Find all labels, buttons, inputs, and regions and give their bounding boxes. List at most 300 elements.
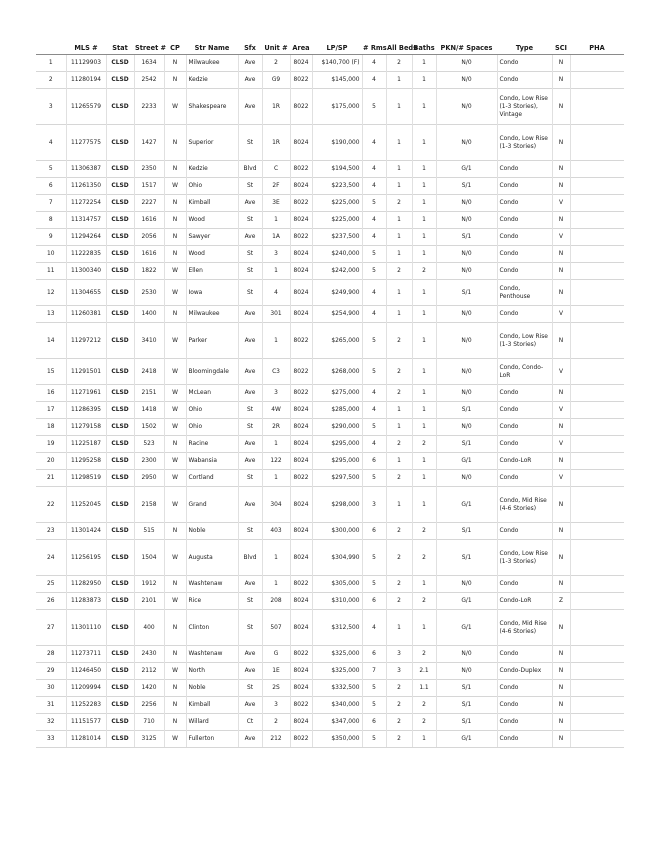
cell-mls-number: 11294264 (66, 229, 106, 246)
cell-street-number: 400 (134, 610, 164, 646)
cell-area: 8022 (290, 89, 312, 125)
cell-baths: 1.1 (412, 680, 436, 697)
cell-rooms: 4 (362, 212, 386, 229)
cell-mls-number: 11291501 (66, 359, 106, 385)
table-row (36, 402, 624, 419)
cell-property-type: Condo (497, 402, 552, 419)
cell-mls-number: 11209994 (66, 680, 106, 697)
cell-all-beds: 3 (386, 646, 412, 663)
cell-property-type: Condo (497, 646, 552, 663)
cell-mls-number: 11298519 (66, 470, 106, 487)
cell-mls-number: 11273711 (66, 646, 106, 663)
table-row (36, 731, 624, 748)
col-header-mls-number: MLS # (66, 42, 106, 55)
cell-property-type: Condo (497, 195, 552, 212)
cell-parking-spaces: G/1 (436, 161, 497, 178)
cell-parking-spaces: N/0 (436, 419, 497, 436)
cell-parking-spaces: G/1 (436, 610, 497, 646)
cell-compass-point: N (164, 714, 186, 731)
cell-all-beds: 1 (386, 72, 412, 89)
cell-pha (570, 246, 624, 263)
cell-street-suffix: Ave (238, 663, 262, 680)
cell-street-suffix: Ave (238, 306, 262, 323)
cell-pha (570, 89, 624, 125)
cell-rooms: 4 (362, 385, 386, 402)
cell-all-beds: 1 (386, 246, 412, 263)
cell-street-suffix: Ave (238, 731, 262, 748)
cell-rooms: 5 (362, 697, 386, 714)
cell-unit-number: G (262, 646, 290, 663)
cell-all-beds: 1 (386, 306, 412, 323)
cell-all-beds: 2 (386, 731, 412, 748)
cell-status: CLSD (106, 229, 134, 246)
cell-pha (570, 540, 624, 576)
cell-pha (570, 161, 624, 178)
cell-parking-spaces: S/1 (436, 697, 497, 714)
cell-mls-number: 11225187 (66, 436, 106, 453)
cell-row-number: 8 (36, 212, 66, 229)
cell-all-beds: 1 (386, 610, 412, 646)
cell-area: 8022 (290, 576, 312, 593)
cell-list-sold-price: $295,000 (312, 436, 362, 453)
cell-property-type: Condo, Mid Rise (4-6 Stories) (497, 487, 552, 523)
cell-street-name: McLean (186, 385, 238, 402)
cell-baths: 2.1 (412, 663, 436, 680)
listings-table (36, 42, 624, 748)
cell-sci: V (552, 229, 570, 246)
cell-status: CLSD (106, 714, 134, 731)
cell-row-number: 3 (36, 89, 66, 125)
cell-all-beds: 2 (386, 714, 412, 731)
cell-unit-number: 3 (262, 697, 290, 714)
cell-street-number: 3125 (134, 731, 164, 748)
cell-baths: 1 (412, 419, 436, 436)
cell-street-number: 2430 (134, 646, 164, 663)
cell-baths: 1 (412, 55, 436, 72)
cell-compass-point: N (164, 576, 186, 593)
cell-pha (570, 663, 624, 680)
cell-pha (570, 646, 624, 663)
cell-sci: N (552, 72, 570, 89)
cell-parking-spaces: G/1 (436, 487, 497, 523)
cell-baths: 2 (412, 697, 436, 714)
cell-street-number: 2233 (134, 89, 164, 125)
cell-street-suffix: St (238, 212, 262, 229)
cell-rooms: 6 (362, 646, 386, 663)
table-row (36, 470, 624, 487)
cell-compass-point: N (164, 161, 186, 178)
cell-rooms: 4 (362, 161, 386, 178)
cell-mls-number: 11306387 (66, 161, 106, 178)
cell-parking-spaces: G/1 (436, 731, 497, 748)
cell-rooms: 5 (362, 540, 386, 576)
cell-street-suffix: Ave (238, 487, 262, 523)
cell-area: 8024 (290, 280, 312, 306)
cell-pha (570, 402, 624, 419)
cell-all-beds: 1 (386, 453, 412, 470)
cell-list-sold-price: $312,500 (312, 610, 362, 646)
col-header-row-number (36, 42, 66, 55)
cell-area: 8024 (290, 593, 312, 610)
cell-mls-number: 11272254 (66, 195, 106, 212)
cell-row-number: 7 (36, 195, 66, 212)
cell-row-number: 5 (36, 161, 66, 178)
cell-pha (570, 385, 624, 402)
cell-street-name: Noble (186, 523, 238, 540)
cell-street-name: Sawyer (186, 229, 238, 246)
cell-property-type: Condo-LoR (497, 593, 552, 610)
cell-street-suffix: St (238, 263, 262, 280)
cell-street-name: Fullerton (186, 731, 238, 748)
table-body (36, 55, 624, 748)
cell-rooms: 7 (362, 663, 386, 680)
cell-street-number: 2256 (134, 697, 164, 714)
cell-street-suffix: Ave (238, 55, 262, 72)
cell-unit-number: 4 (262, 280, 290, 306)
cell-row-number: 24 (36, 540, 66, 576)
cell-pha (570, 178, 624, 195)
cell-parking-spaces: N/0 (436, 306, 497, 323)
cell-unit-number: 1 (262, 323, 290, 359)
cell-all-beds: 2 (386, 470, 412, 487)
cell-street-number: 2101 (134, 593, 164, 610)
cell-all-beds: 2 (386, 323, 412, 359)
col-header-status: Stat (106, 42, 134, 55)
cell-property-type: Condo (497, 246, 552, 263)
cell-row-number: 10 (36, 246, 66, 263)
cell-rooms: 5 (362, 470, 386, 487)
cell-sci: N (552, 263, 570, 280)
table-row (36, 436, 624, 453)
cell-sci: N (552, 680, 570, 697)
cell-mls-number: 11314757 (66, 212, 106, 229)
cell-status: CLSD (106, 523, 134, 540)
cell-rooms: 5 (362, 731, 386, 748)
cell-area: 8022 (290, 229, 312, 246)
cell-all-beds: 1 (386, 212, 412, 229)
cell-street-suffix: Ave (238, 72, 262, 89)
cell-rooms: 5 (362, 419, 386, 436)
cell-sci: N (552, 453, 570, 470)
cell-parking-spaces: N/0 (436, 246, 497, 263)
cell-sci: N (552, 419, 570, 436)
cell-compass-point: W (164, 540, 186, 576)
cell-street-name: Milwaukee (186, 55, 238, 72)
cell-property-type: Condo (497, 419, 552, 436)
cell-parking-spaces: S/1 (436, 714, 497, 731)
cell-baths: 1 (412, 470, 436, 487)
cell-unit-number: 403 (262, 523, 290, 540)
cell-status: CLSD (106, 178, 134, 195)
cell-sci: N (552, 385, 570, 402)
cell-street-suffix: Ave (238, 89, 262, 125)
cell-baths: 2 (412, 540, 436, 576)
cell-rooms: 5 (362, 680, 386, 697)
cell-street-name: Wood (186, 212, 238, 229)
col-header-compass-point: CP (164, 42, 186, 55)
table-row (36, 195, 624, 212)
cell-list-sold-price: $194,500 (312, 161, 362, 178)
cell-property-type: Condo (497, 697, 552, 714)
cell-street-name: Kedzie (186, 161, 238, 178)
cell-list-sold-price: $240,000 (312, 246, 362, 263)
cell-all-beds: 1 (386, 125, 412, 161)
cell-rooms: 3 (362, 487, 386, 523)
col-header-unit-number: Unit # (262, 42, 290, 55)
cell-status: CLSD (106, 72, 134, 89)
cell-all-beds: 2 (386, 523, 412, 540)
table-row (36, 178, 624, 195)
cell-all-beds: 2 (386, 576, 412, 593)
cell-sci: N (552, 610, 570, 646)
cell-mls-number: 11246450 (66, 663, 106, 680)
cell-mls-number: 11222835 (66, 246, 106, 263)
cell-mls-number: 11304655 (66, 280, 106, 306)
cell-baths: 1 (412, 178, 436, 195)
cell-mls-number: 11301424 (66, 523, 106, 540)
cell-property-type: Condo (497, 436, 552, 453)
cell-rooms: 5 (362, 195, 386, 212)
cell-mls-number: 11277575 (66, 125, 106, 161)
cell-mls-number: 11300340 (66, 263, 106, 280)
cell-street-name: Clinton (186, 610, 238, 646)
cell-list-sold-price: $347,000 (312, 714, 362, 731)
cell-baths: 1 (412, 487, 436, 523)
cell-sci: N (552, 246, 570, 263)
cell-all-beds: 2 (386, 263, 412, 280)
cell-mls-number: 11151577 (66, 714, 106, 731)
cell-area: 8024 (290, 263, 312, 280)
cell-status: CLSD (106, 359, 134, 385)
cell-street-number: 2530 (134, 280, 164, 306)
cell-list-sold-price: $225,000 (312, 212, 362, 229)
cell-mls-number: 11286395 (66, 402, 106, 419)
cell-list-sold-price: $332,500 (312, 680, 362, 697)
cell-all-beds: 2 (386, 55, 412, 72)
cell-mls-number: 11252045 (66, 487, 106, 523)
cell-status: CLSD (106, 453, 134, 470)
cell-rooms: 5 (362, 323, 386, 359)
cell-street-number: 2300 (134, 453, 164, 470)
cell-area: 8024 (290, 453, 312, 470)
cell-compass-point: W (164, 385, 186, 402)
cell-pha (570, 731, 624, 748)
cell-status: CLSD (106, 593, 134, 610)
table-row (36, 540, 624, 576)
cell-row-number: 22 (36, 487, 66, 523)
cell-street-name: Wood (186, 246, 238, 263)
cell-row-number: 18 (36, 419, 66, 436)
cell-unit-number: 2F (262, 178, 290, 195)
cell-unit-number: 4W (262, 402, 290, 419)
cell-street-name: Ohio (186, 402, 238, 419)
cell-all-beds: 1 (386, 487, 412, 523)
table-row (36, 576, 624, 593)
cell-sci: N (552, 178, 570, 195)
cell-street-name: Grand (186, 487, 238, 523)
cell-parking-spaces: N/0 (436, 385, 497, 402)
cell-sci: N (552, 540, 570, 576)
cell-rooms: 4 (362, 280, 386, 306)
cell-area: 8022 (290, 731, 312, 748)
cell-list-sold-price: $310,000 (312, 593, 362, 610)
cell-baths: 1 (412, 246, 436, 263)
table-row (36, 453, 624, 470)
cell-status: CLSD (106, 697, 134, 714)
cell-parking-spaces: S/1 (436, 229, 497, 246)
cell-street-suffix: St (238, 610, 262, 646)
cell-street-suffix: St (238, 246, 262, 263)
col-header-street-suffix: Sfx (238, 42, 262, 55)
cell-baths: 1 (412, 323, 436, 359)
cell-parking-spaces: N/0 (436, 646, 497, 663)
table-row (36, 593, 624, 610)
col-header-sci: SCI (552, 42, 570, 55)
cell-property-type: Condo (497, 306, 552, 323)
cell-mls-number: 11252283 (66, 697, 106, 714)
cell-area: 8024 (290, 523, 312, 540)
cell-property-type: Condo (497, 680, 552, 697)
cell-compass-point: N (164, 229, 186, 246)
cell-parking-spaces: N/0 (436, 359, 497, 385)
cell-list-sold-price: $225,000 (312, 195, 362, 212)
cell-all-beds: 1 (386, 178, 412, 195)
cell-unit-number: C3 (262, 359, 290, 385)
cell-status: CLSD (106, 246, 134, 263)
cell-pha (570, 436, 624, 453)
cell-rooms: 6 (362, 523, 386, 540)
cell-street-number: 1400 (134, 306, 164, 323)
cell-street-suffix: St (238, 402, 262, 419)
cell-mls-number: 11301110 (66, 610, 106, 646)
cell-street-number: 2112 (134, 663, 164, 680)
cell-unit-number: 208 (262, 593, 290, 610)
cell-row-number: 31 (36, 697, 66, 714)
cell-unit-number: 3 (262, 385, 290, 402)
cell-street-number: 1418 (134, 402, 164, 419)
cell-status: CLSD (106, 161, 134, 178)
cell-rooms: 4 (362, 436, 386, 453)
cell-compass-point: W (164, 593, 186, 610)
cell-street-name: Shakespeare (186, 89, 238, 125)
cell-area: 8024 (290, 610, 312, 646)
cell-row-number: 6 (36, 178, 66, 195)
cell-list-sold-price: $237,500 (312, 229, 362, 246)
cell-area: 8024 (290, 714, 312, 731)
cell-list-sold-price: $145,000 (312, 72, 362, 89)
cell-row-number: 26 (36, 593, 66, 610)
cell-rooms: 4 (362, 55, 386, 72)
cell-unit-number: 1 (262, 540, 290, 576)
cell-baths: 1 (412, 385, 436, 402)
cell-all-beds: 2 (386, 385, 412, 402)
cell-street-number: 1616 (134, 212, 164, 229)
cell-compass-point: W (164, 263, 186, 280)
cell-all-beds: 1 (386, 89, 412, 125)
cell-all-beds: 1 (386, 229, 412, 246)
cell-pha (570, 523, 624, 540)
cell-unit-number: 3 (262, 246, 290, 263)
cell-compass-point: W (164, 487, 186, 523)
table-row (36, 55, 624, 72)
cell-sci: V (552, 436, 570, 453)
cell-property-type: Condo (497, 385, 552, 402)
cell-sci: N (552, 212, 570, 229)
cell-pha (570, 593, 624, 610)
cell-street-number: 1822 (134, 263, 164, 280)
cell-all-beds: 2 (386, 680, 412, 697)
cell-list-sold-price: $242,000 (312, 263, 362, 280)
cell-unit-number: 122 (262, 453, 290, 470)
cell-parking-spaces: S/1 (436, 540, 497, 576)
cell-sci: N (552, 125, 570, 161)
col-header-area: Area (290, 42, 312, 55)
cell-row-number: 29 (36, 663, 66, 680)
cell-row-number: 21 (36, 470, 66, 487)
cell-status: CLSD (106, 323, 134, 359)
cell-mls-number: 11283873 (66, 593, 106, 610)
cell-street-suffix: Ct (238, 714, 262, 731)
cell-list-sold-price: $290,000 (312, 419, 362, 436)
cell-compass-point: N (164, 523, 186, 540)
table-row (36, 385, 624, 402)
cell-street-number: 523 (134, 436, 164, 453)
cell-unit-number: 2 (262, 55, 290, 72)
cell-parking-spaces: N/0 (436, 55, 497, 72)
cell-row-number: 32 (36, 714, 66, 731)
cell-street-name: Noble (186, 680, 238, 697)
cell-street-name: Washtenaw (186, 646, 238, 663)
cell-unit-number: 1 (262, 436, 290, 453)
cell-mls-number: 11297212 (66, 323, 106, 359)
cell-baths: 2 (412, 523, 436, 540)
cell-pha (570, 576, 624, 593)
cell-property-type: Condo, Low Rise (1-3 Stories) (497, 540, 552, 576)
cell-row-number: 9 (36, 229, 66, 246)
cell-parking-spaces: S/1 (436, 178, 497, 195)
cell-property-type: Condo (497, 178, 552, 195)
cell-area: 8024 (290, 178, 312, 195)
cell-compass-point: W (164, 402, 186, 419)
cell-mls-number: 11279158 (66, 419, 106, 436)
cell-mls-number: 11281014 (66, 731, 106, 748)
cell-sci: V (552, 402, 570, 419)
cell-rooms: 5 (362, 576, 386, 593)
cell-street-suffix: Ave (238, 436, 262, 453)
cell-property-type: Condo, Condo-LoR (497, 359, 552, 385)
cell-list-sold-price: $268,000 (312, 359, 362, 385)
cell-property-type: Condo-LoR (497, 453, 552, 470)
col-header-parking-spaces: PKN/# Spaces (436, 42, 497, 55)
cell-pha (570, 263, 624, 280)
cell-compass-point: W (164, 280, 186, 306)
cell-area: 8022 (290, 359, 312, 385)
cell-pha (570, 72, 624, 89)
cell-area: 8024 (290, 487, 312, 523)
cell-property-type: Condo, Low Rise (1-3 Stories) (497, 125, 552, 161)
cell-parking-spaces: N/0 (436, 89, 497, 125)
cell-compass-point: W (164, 419, 186, 436)
cell-parking-spaces: S/1 (436, 680, 497, 697)
cell-unit-number: 1 (262, 212, 290, 229)
cell-row-number: 4 (36, 125, 66, 161)
cell-row-number: 30 (36, 680, 66, 697)
cell-unit-number: 1 (262, 263, 290, 280)
cell-street-number: 2542 (134, 72, 164, 89)
cell-street-name: Augusta (186, 540, 238, 576)
cell-property-type: Condo-Duplex (497, 663, 552, 680)
cell-sci: N (552, 89, 570, 125)
